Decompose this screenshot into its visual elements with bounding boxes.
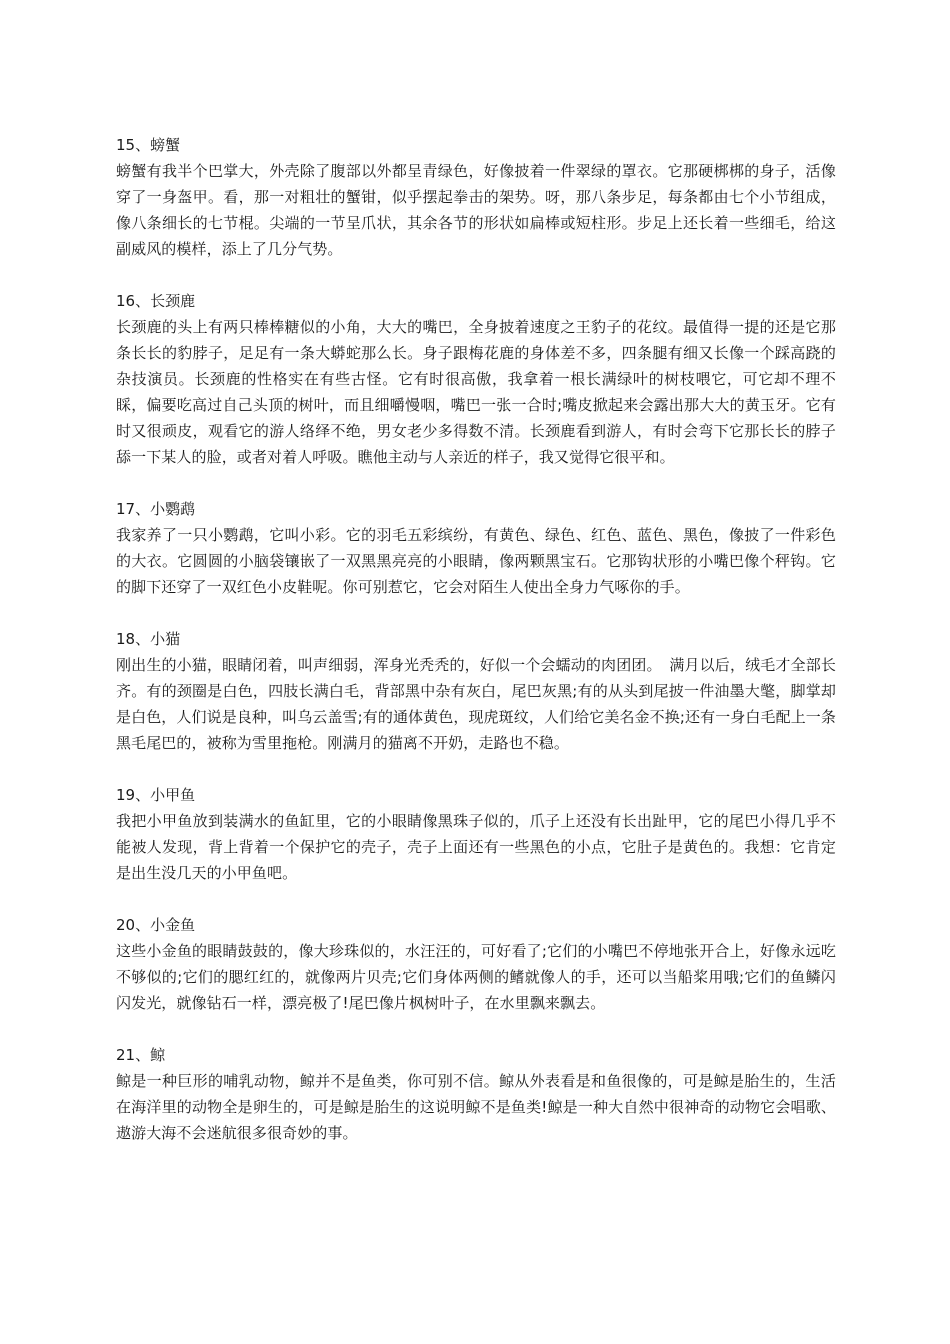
section-goldfish (116, 912, 836, 1016)
section-paragraph: 刚出生的小猫，眼睛闭着，叫声细弱，浑身光秃秃的，好似一个会蠕动的肉团团。 满月以后，绒毛才全部长齐。有的颈圈是白色，四肢长满白毛，背部黑中杂有灰白，尾巴灰黑;有的从头到尾披一件油墨大氅，脚掌却是白色，人们说是良种，叫乌云盖雪;有的通体黄色，现虎斑纹，人们给它美名金不换;还有一身白毛配上一条黑毛尾巴的，被称为雪里拖枪。刚满月的猫离不开奶，走路也不稳。 (116, 656, 837, 752)
section-paragraph: 鲸是一种巨形的哺乳动物，鲸并不是鱼类，你可别不信。鲸从外表看是和鱼很像的，可是鲸是胎生的，生活在海洋里的动物全是卵生的，可是鲸是胎生的这说明鲸不是鱼类!鲸是一种大自然中很神奇的动物它会唱歌、遨游大海不会迷航很多很奇妙的事。 (116, 1072, 836, 1142)
section-paragraph: 这些小金鱼的眼睛鼓鼓的，像大珍珠似的，水汪汪的，可好看了;它们的小嘴巴不停地张开合上，好像永远吃不够似的;它们的腮红红的，就像两片贝壳;它们身体两侧的鳍就像人的手，还可以当船桨用哦;它们的鱼鳞闪闪发光，就像钻石一样，漂亮极了!尾巴像片枫树叶子，在水里飘来飘去。 (116, 942, 836, 1012)
section-heading: 20、小金鱼 (116, 916, 196, 934)
section-heading: 18、小猫 (116, 630, 181, 648)
section-parrot (116, 496, 836, 600)
section-paragraph: 长颈鹿的头上有两只棒棒糖似的小角，大大的嘴巴，全身披着速度之王豹子的花纹。最值得一提的还是它那条长长的豹脖子，足足有一条大蟒蛇那么长。身子跟梅花鹿的身体差不多，四条腿有细又长像一个踩高跷的杂技演员。长颈鹿的性格实在有些古怪。它有时很高傲，我拿着一根长满绿叶的树枝喂它，可它却不理不睬，偏要吃高过自己头顶的树叶，而且细嚼慢咽，嘴巴一张一合时;嘴皮掀起来会露出那大大的黄玉牙。它有时又很顽皮，观看它的游人络绎不绝，男女老少多得数不清。长颈鹿看到游人，有时会弯下它那长长的脖子舔一下某人的脸，或者对着人呼吸。瞧他主动与人亲近的样子，我又觉得它很平和。 (116, 318, 836, 466)
section-crab (116, 132, 836, 262)
section-heading: 17、小鹦鹉 (116, 500, 196, 518)
section-paragraph: 我家养了一只小鹦鹉，它叫小彩。它的羽毛五彩缤纷，有黄色、绿色、红色、蓝色、黑色，像披了一件彩色的大衣。它圆圆的小脑袋镶嵌了一双黑黑亮亮的小眼睛，像两颗黑宝石。它那钩状形的小嘴巴像个秤钩。它的脚下还穿了一双红色小皮鞋呢。你可别惹它，它会对陌生人使出全身力气啄你的手。 (116, 526, 836, 596)
section-whale (116, 1042, 836, 1146)
section-giraffe (116, 288, 836, 470)
section-kitten (116, 626, 836, 756)
document-page (116, 132, 836, 1172)
section-turtle (116, 782, 836, 886)
section-paragraph: 我把小甲鱼放到装满水的鱼缸里，它的小眼睛像黑珠子似的，爪子上还没有长出趾甲，它的尾巴小得几乎不能被人发现，背上背着一个保护它的壳子，壳子上面还有一些黑色的小点，它肚子是黄色的。我想：它肯定是出生没几天的小甲鱼吧。 (116, 812, 836, 882)
section-heading: 19、小甲鱼 (116, 786, 196, 804)
section-heading: 16、长颈鹿 (116, 292, 196, 310)
section-heading: 15、螃蟹 (116, 136, 181, 154)
section-heading: 21、鲸 (116, 1046, 166, 1064)
section-paragraph: 螃蟹有我半个巴掌大，外壳除了腹部以外都呈青绿色，好像披着一件翠绿的罩衣。它那硬梆梆的身子，活像穿了一身盔甲。看，那一对粗壮的蟹钳，似乎摆起拳击的架势。呀，那八条步足，每条都由七个小节组成，像八条细长的七节棍。尖端的一节呈爪状，其余各节的形状如扁棒或短柱形。步足上还长着一些细毛，给这副威风的模样，添上了几分气势。 (116, 162, 836, 258)
